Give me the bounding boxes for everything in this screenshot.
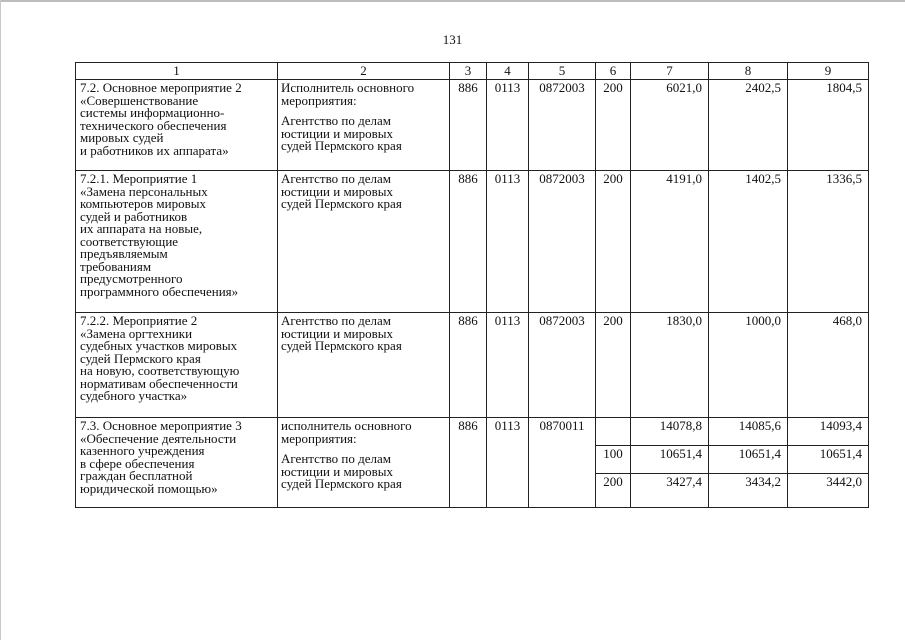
name-line: граждан бесплатной — [80, 468, 193, 483]
amount-cell: 10651,4 — [788, 446, 869, 474]
amount-cell: 3427,4 — [631, 474, 709, 508]
admin-code-cell: 886 — [450, 171, 487, 313]
budget-table — [75, 62, 869, 508]
section-code-cell: 0113 — [487, 80, 529, 171]
name-line: системы информационно- — [80, 105, 225, 120]
amount-cell: 468,0 — [788, 313, 869, 418]
amount-cell: 10651,4 — [631, 446, 709, 474]
agency-line: судей Пермского края — [281, 138, 402, 153]
name-line: предъявляемым — [80, 246, 168, 261]
name-line: судей и работников — [80, 208, 188, 224]
admin-code-cell: 886 — [450, 80, 487, 171]
executor-line: Исполнитель основного — [281, 80, 415, 95]
name-line: на новую, соответствующую — [80, 363, 240, 378]
agency-line: Агентство по делам — [281, 313, 391, 328]
agency-line: Агентство по делам — [281, 451, 391, 466]
table-row — [76, 418, 869, 446]
name-line: предусмотренного — [80, 271, 183, 286]
header-cell: 8 — [709, 63, 788, 80]
executor-cell — [278, 171, 450, 313]
name-line: технического обеспечения — [80, 117, 227, 133]
admin-code-cell: 886 — [450, 313, 487, 418]
header-cell: 3 — [450, 63, 487, 80]
amount-cell: 14085,6 — [709, 418, 788, 446]
executor-cell — [278, 418, 450, 508]
activity-name-cell — [76, 80, 278, 171]
agency-line: юстиции и мировых — [281, 183, 394, 199]
target-code-cell: 0872003 — [529, 80, 596, 171]
expense-type-cell: 200 — [596, 474, 631, 508]
header-cell: 7 — [631, 63, 709, 80]
header-cell: 1 — [76, 63, 278, 80]
amount-cell: 6021,0 — [631, 80, 709, 171]
name-line: 7.3. Основное мероприятие 3 — [80, 418, 242, 433]
scan-edge-left — [0, 0, 1, 640]
expense-type-cell: 200 — [596, 313, 631, 418]
agency-line: судей Пермского края — [281, 338, 402, 353]
name-line: «Совершенствование — [80, 92, 199, 108]
agency-line: юстиции и мировых — [281, 325, 394, 341]
target-code-cell: 0872003 — [529, 313, 596, 418]
name-line: нормативам обеспеченности — [80, 375, 238, 391]
executor-line: мероприятия: — [281, 92, 357, 108]
executor-cell — [278, 313, 450, 418]
executor-cell — [278, 80, 450, 171]
amount-cell: 14078,8 — [631, 418, 709, 446]
amount-cell: 1830,0 — [631, 313, 709, 418]
amount-cell: 10651,4 — [709, 446, 788, 474]
name-line: судей Пермского края — [80, 350, 201, 366]
name-line: судебного участка» — [80, 388, 188, 403]
section-code-cell: 0113 — [487, 171, 529, 313]
executor-line: исполнитель основного — [281, 418, 412, 433]
page-number: 131 — [442, 32, 463, 47]
agency-line: юстиции и мировых — [281, 125, 394, 141]
amount-cell: 2402,5 — [709, 80, 788, 171]
name-line: в сфере обеспечения — [80, 455, 195, 471]
name-line: «Замена оргтехники — [80, 325, 193, 341]
agency-line: юстиции и мировых — [281, 463, 394, 479]
activity-name-cell — [76, 418, 278, 508]
section-code-cell: 0113 — [487, 313, 529, 418]
header-cell: 6 — [596, 63, 631, 80]
header-cell: 9 — [788, 63, 869, 80]
agency-line: судей Пермского края — [281, 196, 402, 211]
name-line: 7.2.1. Мероприятие 1 — [80, 171, 198, 186]
target-code-cell: 0872003 — [529, 171, 596, 313]
name-line: и работников их аппарата» — [80, 142, 229, 158]
table-row — [76, 313, 869, 418]
name-line: программного обеспечения» — [80, 283, 239, 299]
executor-line: мероприятия: — [281, 430, 357, 446]
name-line: их аппарата на новые, — [80, 221, 203, 236]
expense-type-cell — [596, 418, 631, 446]
amount-cell: 1402,5 — [709, 171, 788, 313]
name-line: казенного учреждения — [80, 443, 205, 458]
target-code-cell: 0870011 — [529, 418, 596, 508]
amount-cell: 1804,5 — [788, 80, 869, 171]
agency-line: Агентство по делам — [281, 113, 391, 128]
amount-cell: 1000,0 — [709, 313, 788, 418]
table-row — [76, 80, 869, 171]
amount-cell: 3442,0 — [788, 474, 869, 508]
expense-type-cell: 200 — [596, 171, 631, 313]
name-line: судебных участков мировых — [80, 338, 238, 353]
amount-cell: 1336,5 — [788, 171, 869, 313]
admin-code-cell: 886 — [450, 418, 487, 508]
name-line: компьютеров мировых — [80, 196, 206, 211]
activity-name-cell — [76, 313, 278, 418]
expense-type-cell: 200 — [596, 80, 631, 171]
header-cell: 2 — [278, 63, 450, 80]
name-line: юридической помощью» — [80, 480, 218, 496]
agency-line: судей Пермского края — [281, 476, 402, 491]
name-line: соответствующие — [80, 233, 179, 249]
header-row — [76, 63, 869, 80]
name-line: «Обеспечение деятельности — [80, 430, 237, 446]
table-row — [76, 171, 869, 313]
section-code-cell: 0113 — [487, 418, 529, 508]
amount-cell: 4191,0 — [631, 171, 709, 313]
amount-cell: 3434,2 — [709, 474, 788, 508]
name-line: мировых судей — [80, 130, 164, 145]
name-line: 7.2. Основное мероприятие 2 — [80, 80, 242, 95]
header-cell: 4 — [487, 63, 529, 80]
name-line: требованиям — [80, 258, 152, 274]
activity-name-cell — [76, 171, 278, 313]
agency-line: Агентство по делам — [281, 171, 391, 186]
name-line: 7.2.2. Мероприятие 2 — [80, 313, 198, 328]
header-cell: 5 — [529, 63, 596, 80]
expense-type-cell: 100 — [596, 446, 631, 474]
name-line: «Замена персональных — [80, 183, 208, 199]
amount-cell: 14093,4 — [788, 418, 869, 446]
scan-edge-top — [0, 0, 905, 2]
